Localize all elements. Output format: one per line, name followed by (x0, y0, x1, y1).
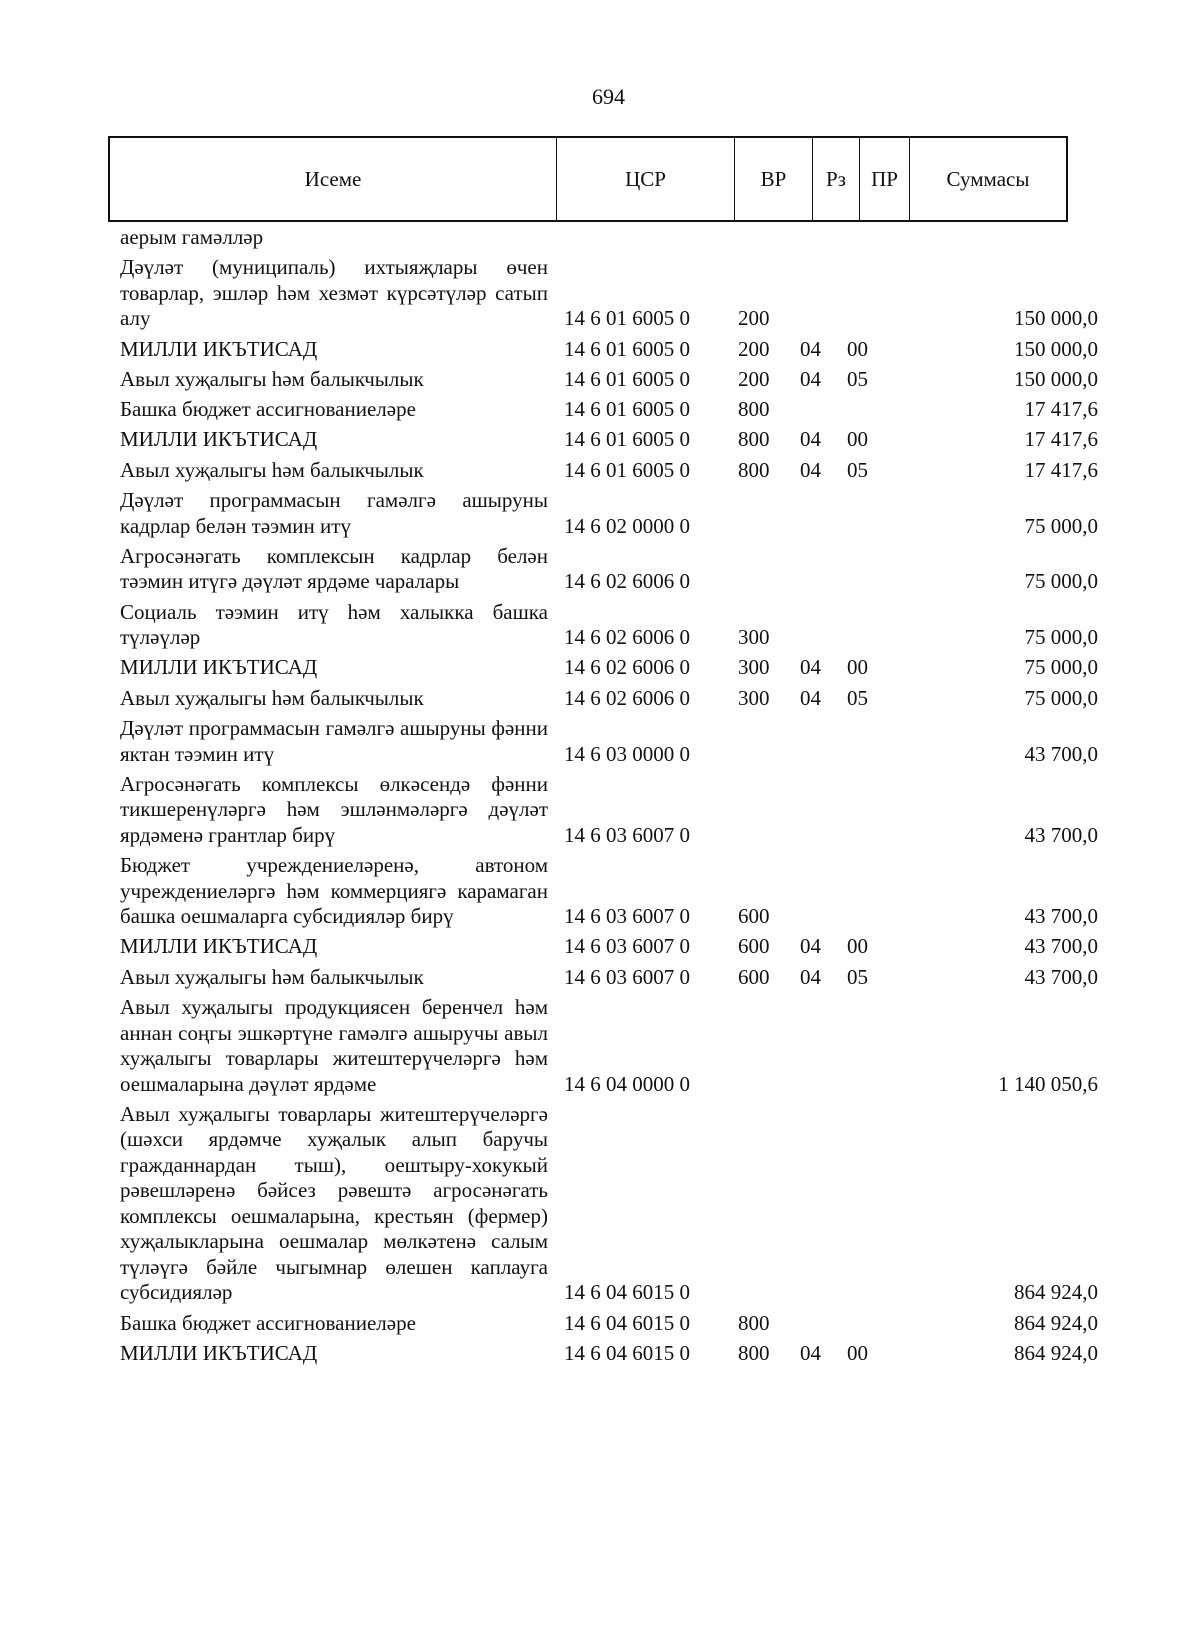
cell-name: Башка бюджет ассигнованиеләре (120, 1310, 416, 1335)
cell-pr: 05 (847, 457, 868, 482)
cell-name: Авыл хуҗалыгы һәм балыкчылык (120, 964, 424, 989)
cell-rz: 04 (800, 685, 821, 710)
table-row (120, 1102, 1100, 1306)
table-row (120, 225, 1100, 251)
cell-rz: 04 (800, 964, 821, 989)
cell-csr: 14 6 03 6007 0 (564, 822, 690, 847)
table-row (120, 853, 1100, 930)
cell-vr: 800 (738, 427, 770, 452)
cell-rz: 04 (800, 934, 821, 959)
cell-sum: 75 000,0 (1024, 569, 1098, 594)
cell-sum: 43 700,0 (1024, 934, 1098, 959)
cell-name: МИЛЛИ ИКЪТИСАД (120, 427, 318, 452)
cell-sum: 43 700,0 (1024, 822, 1098, 847)
cell-csr: 14 6 01 6005 0 (564, 366, 690, 391)
cell-sum: 150 000,0 (1014, 366, 1098, 391)
table-row (120, 965, 1100, 991)
cell-vr: 300 (738, 685, 770, 710)
cell-vr: 300 (738, 625, 770, 650)
cell-sum: 150 000,0 (1014, 336, 1098, 361)
table-body (120, 225, 1100, 1371)
cell-sum: 1 140 050,6 (998, 1071, 1098, 1096)
table-row (120, 397, 1100, 423)
cell-sum: 75 000,0 (1024, 655, 1098, 680)
cell-sum: 864 924,0 (1014, 1340, 1098, 1365)
header-name: Исеме (110, 138, 557, 220)
cell-vr: 600 (738, 904, 770, 929)
cell-vr: 600 (738, 964, 770, 989)
table-row (120, 488, 1100, 539)
table-row (120, 255, 1100, 332)
cell-csr: 14 6 04 6015 0 (564, 1280, 690, 1305)
cell-pr: 00 (847, 934, 868, 959)
cell-vr: 200 (738, 336, 770, 361)
cell-name: Социаль тәэмин итү һәм халыкка башка түләүләр (120, 599, 548, 650)
table-header (108, 136, 1068, 222)
cell-name: Бюджет учреждениеләренә, автоном учреждениеләргә һәм коммерциягә карамаган башка оешмаларга субсидияләр бирү (120, 853, 548, 929)
cell-rz: 04 (800, 366, 821, 391)
cell-csr: 14 6 04 0000 0 (564, 1071, 690, 1096)
table-row (120, 1341, 1100, 1367)
page-number: 694 (592, 84, 625, 109)
cell-name: Авыл хуҗалыгы һәм балыкчылык (120, 366, 424, 391)
cell-sum: 43 700,0 (1024, 904, 1098, 929)
cell-csr: 14 6 01 6005 0 (564, 457, 690, 482)
table-row (120, 995, 1100, 1097)
cell-vr: 200 (738, 306, 770, 331)
cell-name: Агросәнәгать комплексын кадрлар белән тәэмин итүгә дәүләт ярдәме чаралары (120, 543, 548, 594)
header-rz: Рз (813, 138, 860, 220)
table-row (120, 934, 1100, 960)
cell-name: МИЛЛИ ИКЪТИСАД (120, 336, 318, 361)
cell-rz: 04 (800, 655, 821, 680)
cell-vr: 200 (738, 366, 770, 391)
cell-sum: 43 700,0 (1024, 964, 1098, 989)
header-vr: ВР (735, 138, 813, 220)
table-row (120, 600, 1100, 651)
cell-name: аерым гамәлләр (120, 225, 264, 249)
table-row (120, 686, 1100, 712)
cell-sum: 43 700,0 (1024, 741, 1098, 766)
cell-csr: 14 6 03 6007 0 (564, 964, 690, 989)
cell-rz: 04 (800, 1340, 821, 1365)
table-row (120, 772, 1100, 849)
header-pr: ПР (860, 138, 910, 220)
cell-name: Дәүләт программасын гамәлгә ашыруны кадрлар белән тәэмин итү (120, 488, 548, 538)
table-row (120, 1311, 1100, 1337)
table-row (120, 367, 1100, 393)
cell-pr: 05 (847, 685, 868, 710)
cell-csr: 14 6 02 0000 0 (564, 513, 690, 538)
cell-csr: 14 6 02 6006 0 (564, 625, 690, 650)
table-row (120, 716, 1100, 767)
cell-name: Дәүләт (муниципаль) ихтыяҗлары өчен товарлар, эшләр һәм хезмәт күрсәтүләр сатып алу (120, 255, 548, 331)
cell-vr: 800 (738, 457, 770, 482)
table-row (120, 337, 1100, 363)
table-row (120, 544, 1100, 595)
cell-vr: 800 (738, 1310, 770, 1335)
cell-vr: 800 (738, 1340, 770, 1365)
cell-csr: 14 6 01 6005 0 (564, 397, 690, 422)
cell-csr: 14 6 04 6015 0 (564, 1340, 690, 1365)
cell-sum: 150 000,0 (1014, 306, 1098, 331)
cell-csr: 14 6 02 6006 0 (564, 685, 690, 710)
cell-sum: 75 000,0 (1024, 625, 1098, 650)
cell-csr: 14 6 01 6005 0 (564, 427, 690, 452)
cell-name: Башка бюджет ассигнованиеләре (120, 397, 416, 422)
cell-sum: 17 417,6 (1024, 397, 1098, 422)
cell-csr: 14 6 02 6006 0 (564, 569, 690, 594)
cell-name: Дәүләт программасын гамәлгә ашыруны фәнни яктан тәэмин итү (120, 716, 548, 766)
cell-name: Агросәнәгать комплексы өлкәсендә фәнни тикшеренүләргә һәм эшләнмәләргә дәүләт ярдәменә грантлар бирү (120, 771, 548, 847)
cell-pr: 05 (847, 964, 868, 989)
cell-rz: 04 (800, 336, 821, 361)
cell-csr: 14 6 01 6005 0 (564, 306, 690, 331)
cell-csr: 14 6 03 6007 0 (564, 934, 690, 959)
table-row (120, 458, 1100, 484)
cell-pr: 00 (847, 427, 868, 452)
cell-csr: 14 6 04 6015 0 (564, 1310, 690, 1335)
cell-sum: 17 417,6 (1024, 457, 1098, 482)
cell-name: Авыл хуҗалыгы товарлары житештерүчеләргә (шәхси ярдәмче хуҗалык алып баручы гражданнардан тыш), оештыру-хокукый рәвешләренә бәйсез рәвештә агросәнәгать комплексы оешмаларына, крестьян (фермер) хуҗалыкларына оешмалар мөлкәтенә салым түләүгә бәйле чыгымнар өлешен каплауга субсидияләр (120, 1101, 548, 1305)
cell-name: МИЛЛИ ИКЪТИСАД (120, 934, 318, 959)
cell-pr: 00 (847, 336, 868, 361)
table-row (120, 427, 1100, 453)
cell-csr: 14 6 01 6005 0 (564, 336, 690, 361)
cell-sum: 75 000,0 (1024, 685, 1098, 710)
cell-vr: 800 (738, 397, 770, 422)
header-csr: ЦСР (557, 138, 735, 220)
cell-rz: 04 (800, 457, 821, 482)
header-sum: Суммасы (946, 166, 1030, 191)
cell-pr: 05 (847, 366, 868, 391)
cell-sum: 75 000,0 (1024, 513, 1098, 538)
cell-vr: 600 (738, 934, 770, 959)
cell-name: Авыл хуҗалыгы продукциясен беренчел һәм аннан соңгы эшкәртүне гамәлгә ашыручы авыл хуҗалыгы товарлары житештерүчеләргә һәм оешмаларына дәүләт ярдәме (120, 995, 548, 1096)
cell-name: МИЛЛИ ИКЪТИСАД (120, 655, 318, 680)
cell-rz: 04 (800, 427, 821, 452)
cell-name: Авыл хуҗалыгы һәм балыкчылык (120, 457, 424, 482)
cell-sum: 864 924,0 (1014, 1310, 1098, 1335)
cell-csr: 14 6 03 0000 0 (564, 741, 690, 766)
cell-vr: 300 (738, 655, 770, 680)
cell-name: Авыл хуҗалыгы һәм балыкчылык (120, 685, 424, 710)
cell-name: МИЛЛИ ИКЪТИСАД (120, 1340, 318, 1365)
cell-pr: 00 (847, 655, 868, 680)
cell-sum: 864 924,0 (1014, 1280, 1098, 1305)
cell-csr: 14 6 02 6006 0 (564, 655, 690, 680)
cell-sum: 17 417,6 (1024, 427, 1098, 452)
cell-csr: 14 6 03 6007 0 (564, 904, 690, 929)
table-row (120, 655, 1100, 681)
cell-pr: 00 (847, 1340, 868, 1365)
